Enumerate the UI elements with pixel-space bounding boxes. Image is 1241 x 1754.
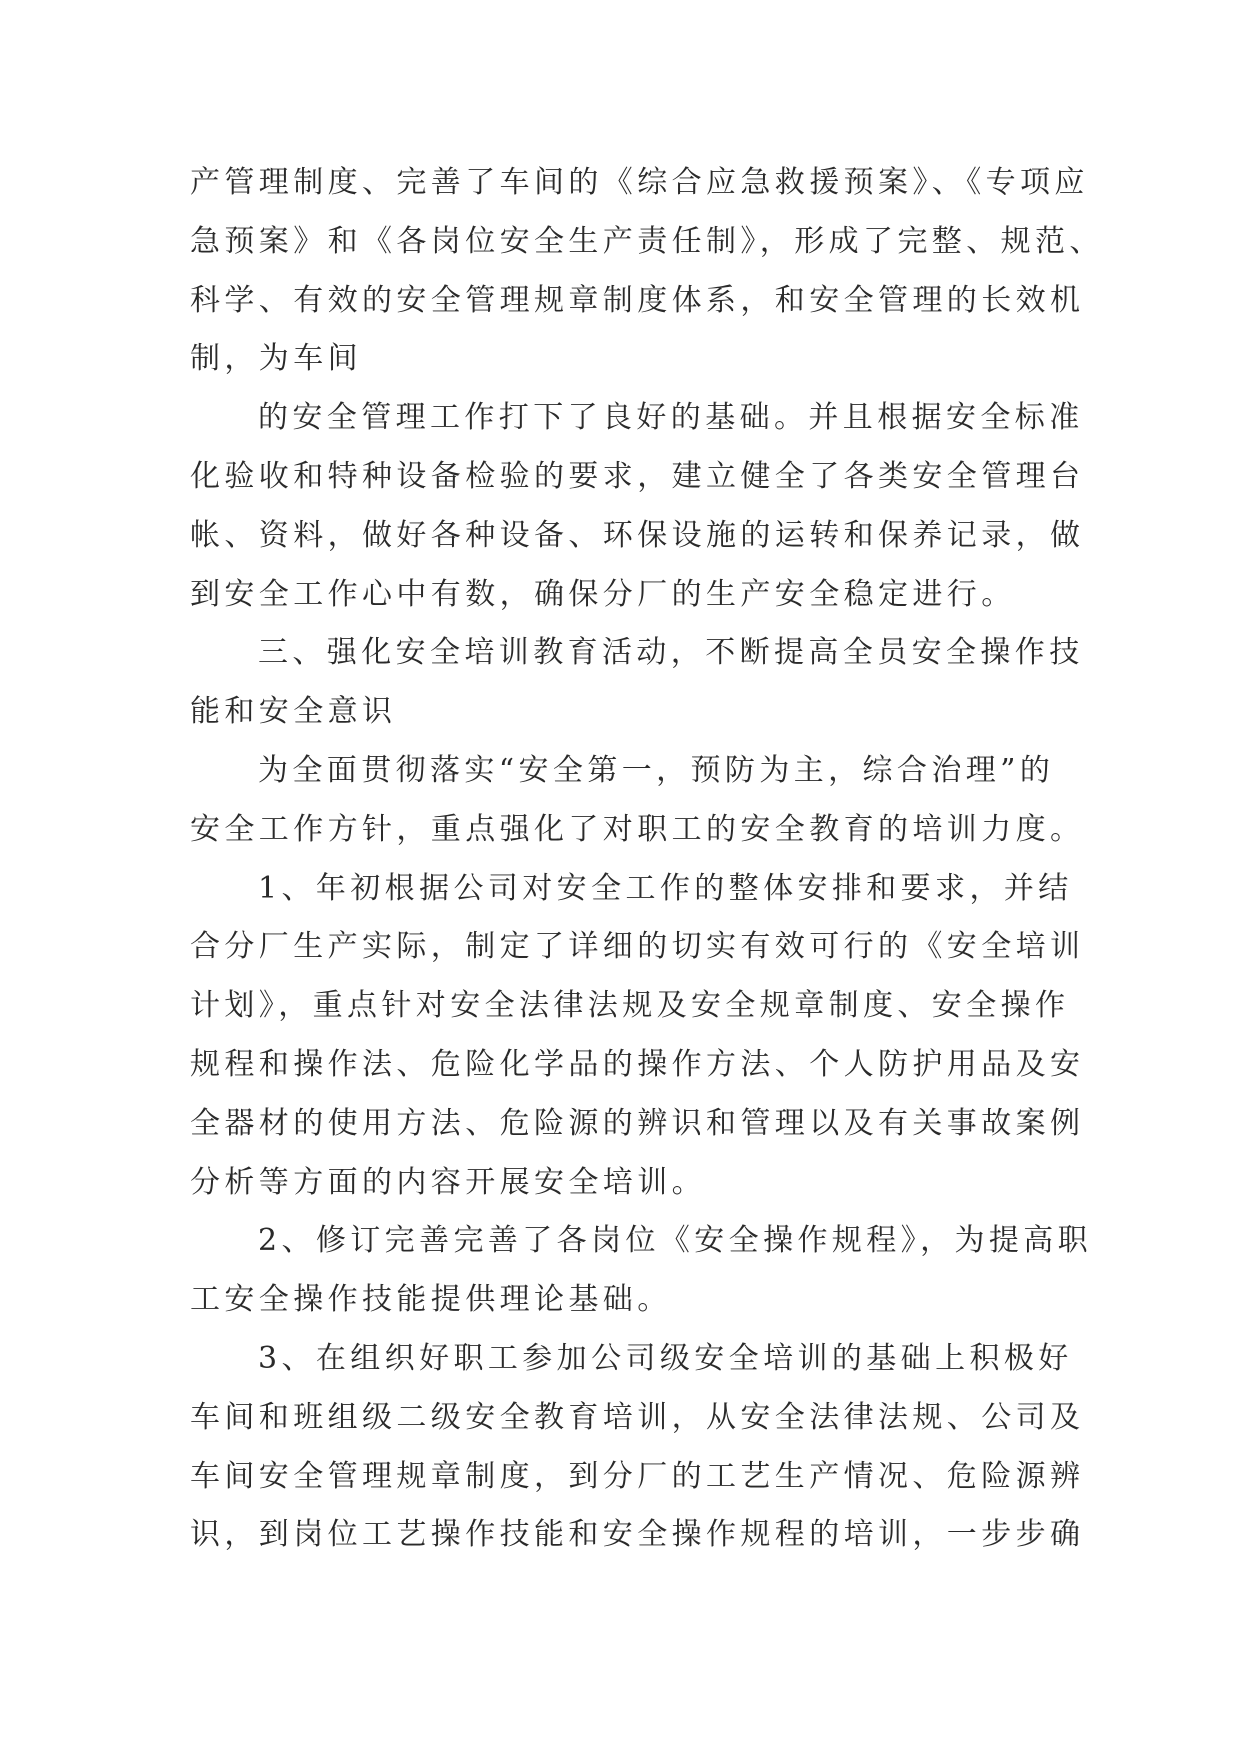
text-line: 制，为车间 xyxy=(190,341,362,377)
text-line: 产管理制度、完善了车间的《综合应急救援预案》、《专项应 xyxy=(190,165,1089,200)
text-line: 三、强化安全培训教育活动，不断提高全员安全操作技 xyxy=(258,635,1084,671)
text-line: 能和安全意识 xyxy=(190,694,397,730)
text-line: 的安全管理工作打下了良好的基础。并且根据安全标准 xyxy=(258,400,1084,436)
text-line: 计划》，重点针对安全法律法规及安全规章制度、安全操作 xyxy=(190,988,1070,1024)
text-line: 到安全工作心中有数，确保分厂的生产安全稳定进行。 xyxy=(190,576,1016,612)
text-line: 全器材的使用方法、危险源的辨识和管理以及有关事故案例 xyxy=(190,1105,1085,1141)
paragraph-3 xyxy=(190,742,1085,860)
section-heading xyxy=(190,624,1084,742)
list-item-2 xyxy=(190,1212,1093,1330)
text-line: 为全面贯彻落实“安全第一，预防为主，综合治理”的 xyxy=(258,752,1055,788)
list-item-3 xyxy=(190,1330,1085,1565)
text-line: 3、在组织好职工参加公司级安全培训的基础上积极好 xyxy=(258,1340,1073,1376)
text-line: 1、年初根据公司对安全工作的整体安排和要求，并结 xyxy=(258,870,1073,906)
list-item-1 xyxy=(190,860,1085,1213)
text-line: 化验收和特种设备检验的要求，建立健全了各类安全管理台 xyxy=(190,458,1085,494)
text-line: 2、修订完善完善了各岗位《安全操作规程》，为提高职 xyxy=(258,1223,1093,1259)
text-line: 帐、资料，做好各种设备、环保设施的运转和保养记录，做 xyxy=(190,517,1085,553)
text-line: 工安全操作技能提供理论基础。 xyxy=(190,1282,672,1318)
text-line: 急预案》和《各岗位安全生产责任制》，形成了完整、规范、 xyxy=(190,223,1104,259)
text-line: 车间安全管理规章制度，到分厂的工艺生产情况、危险源辨 xyxy=(190,1458,1085,1494)
text-line: 识，到岗位工艺操作技能和安全操作规程的培训，一步步确 xyxy=(190,1517,1085,1553)
paragraph-1 xyxy=(190,154,1104,389)
text-line: 合分厂生产实际，制定了详细的切实有效可行的《安全培训 xyxy=(190,929,1085,965)
text-line: 车间和班组级二级安全教育培训，从安全法律法规、公司及 xyxy=(190,1399,1085,1435)
paragraph-2 xyxy=(190,389,1085,624)
text-line: 安全工作方针，重点强化了对职工的安全教育的培训力度。 xyxy=(190,811,1085,847)
document-body xyxy=(190,154,1104,1565)
text-line: 科学、有效的安全管理规章制度体系，和安全管理的长效机 xyxy=(190,282,1085,318)
text-line: 规程和操作法、危险化学品的操作方法、个人防护用品及安 xyxy=(190,1046,1085,1082)
text-line: 分析等方面的内容开展安全培训。 xyxy=(190,1164,706,1200)
